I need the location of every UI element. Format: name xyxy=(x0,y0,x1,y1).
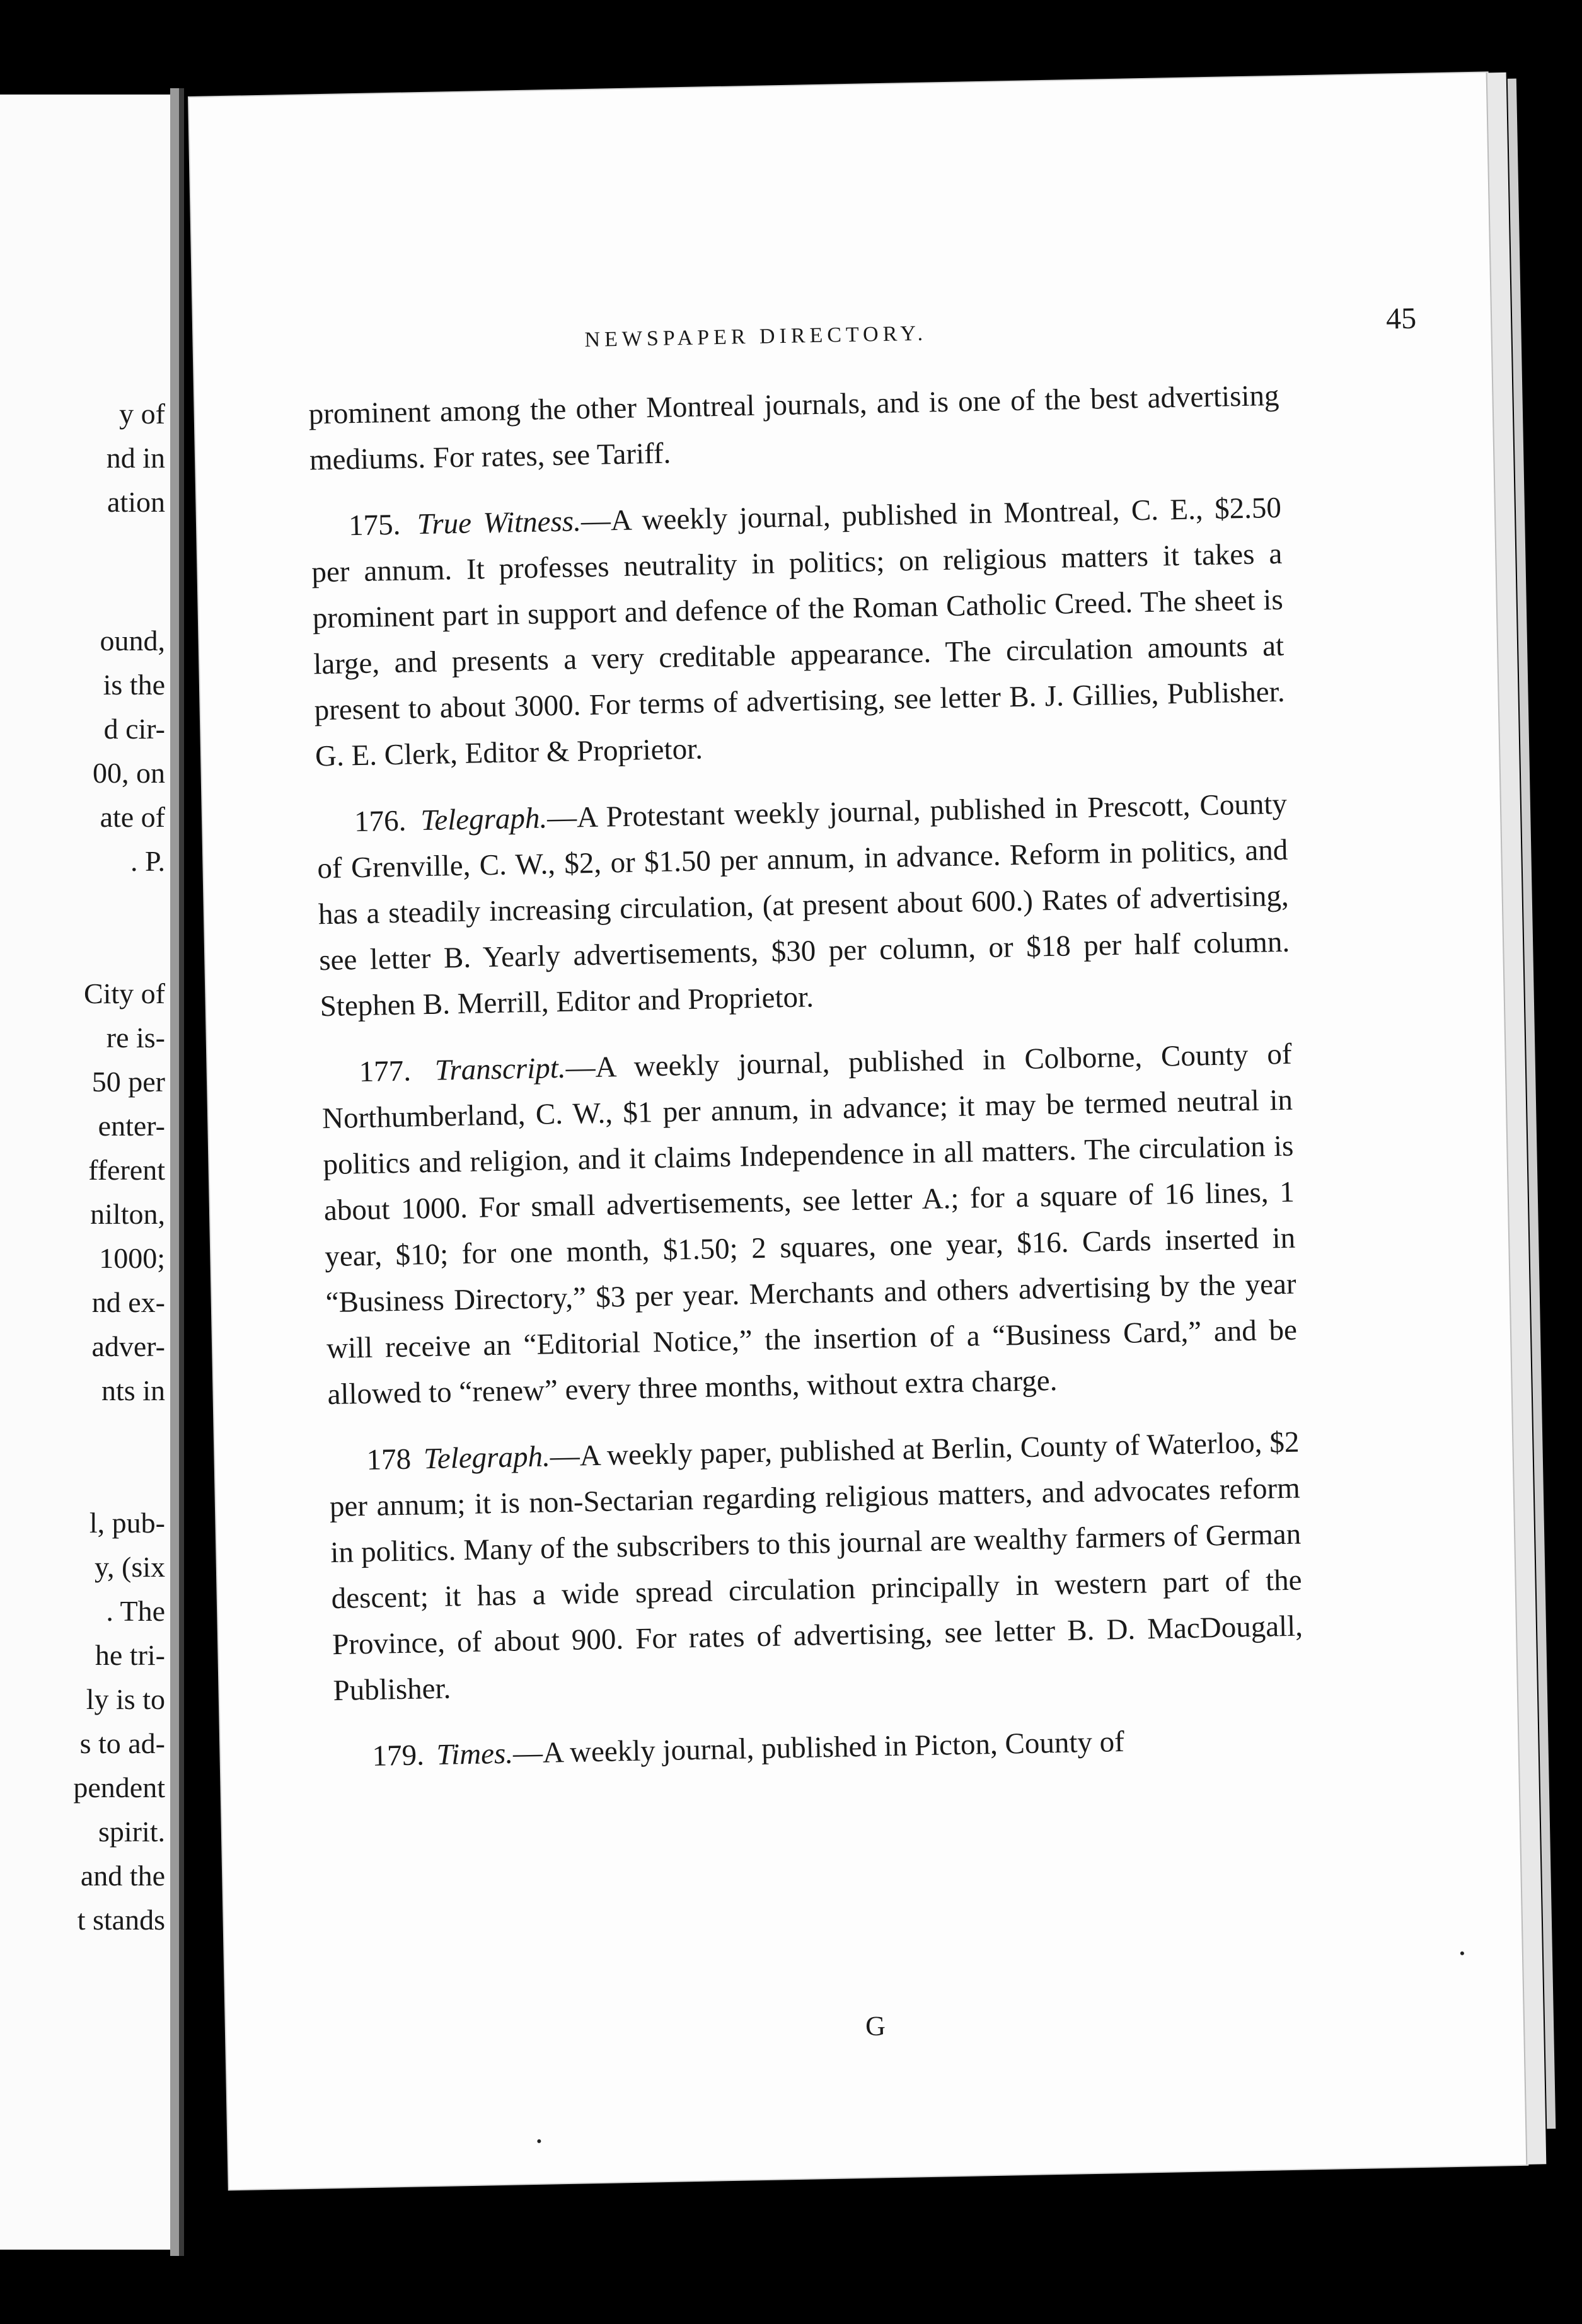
entry-number: 178 xyxy=(366,1442,412,1476)
left-page-fragment: 1000; xyxy=(99,1242,165,1274)
left-page-fragment: he tri- xyxy=(95,1639,165,1671)
left-page-fragment: nilton, xyxy=(90,1198,165,1230)
left-page-fragment: and the xyxy=(80,1860,165,1892)
entry-178 xyxy=(328,1420,1304,1714)
entry-text: —A weekly journal, published in Picton, County of xyxy=(512,1725,1125,1770)
left-page-fragment: pendent xyxy=(73,1771,165,1803)
left-page-fragment: nd in xyxy=(106,442,165,474)
entry-177 xyxy=(321,1032,1298,1418)
left-page-fragment: nd ex- xyxy=(91,1286,165,1318)
left-page-fragment: s to ad- xyxy=(79,1727,165,1759)
left-page-fragment: City of xyxy=(83,977,165,1010)
entry-176 xyxy=(316,781,1291,1030)
previous-page xyxy=(0,95,171,2250)
entry-text: —A weekly journal, published in Colborne, County of Northumberland, C. W., $1 per annum, in advance; it may be termed neutral in politics and religion, and it claims Independence in all matters. The circulation is about 1000. For small advertisements, see letter A.; for a square of 16 lines, 1 year, $10; for one month, $1.50; 2 squares, one year, $16. Cards inserted in “Business Directory,” $3 per year. Merchants and others advertising by the year will receive an “Editorial Notice,” the insertion of a “Business Card,” and be allowed to “renew” every three months, without extra charge. xyxy=(321,1037,1298,1412)
page-number: 45 xyxy=(1385,301,1417,336)
entry-title: True Witness. xyxy=(417,505,582,541)
print-speck xyxy=(537,2139,541,2143)
running-head: NEWSPAPER DIRECTORY. xyxy=(584,321,928,352)
page-header xyxy=(307,301,1417,373)
entry-text: —A weekly journal, published in Montreal, C. E., $2.50 per annum. It professes neutrality in politics; on religious matters it takes a prominent part in support and defence of the Roman Catholic Creed. The sheet is large, and presents a very creditable appearance. The circulation amounts at present to about 3000. For terms of advertising, see letter B. J. Gillies, Publisher. G. E. Clerk, Editor & Proprietor. xyxy=(311,491,1285,773)
left-page-fragment: . The xyxy=(106,1595,165,1627)
left-page-fragment: ation xyxy=(107,486,165,518)
entry-title: Transcript. xyxy=(434,1051,567,1087)
entry-title: Times. xyxy=(436,1737,514,1771)
entry-number: 176. xyxy=(354,804,407,839)
left-page-fragment: y, (six xyxy=(94,1551,165,1583)
left-page-fragment: nts in xyxy=(101,1374,165,1406)
entry-number: 177. xyxy=(359,1054,412,1089)
left-page-fragment: l, pub- xyxy=(89,1507,165,1539)
continuation-paragraph: prominent among the other Montreal journals, and is one of the best advertising mediums. For rates, see Tariff. xyxy=(308,379,1279,477)
signature-mark: G xyxy=(865,2010,886,2042)
entry-179 xyxy=(334,1716,1305,1781)
left-page-fragment: t stands xyxy=(77,1904,165,1936)
entry-title: Telegraph. xyxy=(420,802,548,837)
left-page-fragment: . P. xyxy=(130,845,165,877)
left-page-fragment: y of xyxy=(119,398,165,430)
book-gutter-shadow xyxy=(179,88,184,2256)
left-page-fragment: is the xyxy=(103,669,165,701)
book-page xyxy=(189,72,1527,2189)
entry-number: 179. xyxy=(372,1739,425,1773)
page-text xyxy=(308,373,1305,1780)
entry-text: —A Protestant weekly journal, published in Prescott, County of Grenville, C. W., $2, or $1.50 per annum, in advance. Reform in politics, and has a steadily increasing circulation, (at present about 600.) Rates of advertising, see letter B. Yearly advertisements, $30 per column, or $18 per half column. Stephen B. Merrill, Editor and Proprietor. xyxy=(317,787,1290,1023)
entry-number: 175. xyxy=(348,508,401,543)
entry-175 xyxy=(310,485,1286,779)
left-page-fragment: ound, xyxy=(100,624,165,657)
left-page-fragment: spirit. xyxy=(98,1815,165,1848)
left-page-fragment: enter- xyxy=(98,1110,165,1142)
left-page-fragment: 50 per xyxy=(91,1066,165,1098)
left-page-fragment: 00, on xyxy=(93,757,165,789)
entry-text: —A weekly paper, published at Berlin, County of Waterloo, $2 per annum; it is non-Sectarian regarding religious matters, and advocates reform in politics. Many of the subscribers to this journal are wealthy farmers of German descent; it has a wide spread circulation principally in western part of the Province, of about 900. For rates of advertising, see letter B. D. MacDougall, Publisher. xyxy=(329,1425,1303,1708)
left-page-fragment: re is- xyxy=(106,1021,165,1054)
print-speck xyxy=(1460,1952,1464,1955)
entry-title: Telegraph. xyxy=(423,1440,551,1476)
left-page-fragment: fferent xyxy=(88,1154,165,1186)
left-page-fragment: d cir- xyxy=(103,713,165,745)
left-page-fragment: ly is to xyxy=(86,1683,165,1715)
left-page-fragment: ate of xyxy=(100,801,165,833)
left-page-fragment: adver- xyxy=(91,1330,165,1362)
